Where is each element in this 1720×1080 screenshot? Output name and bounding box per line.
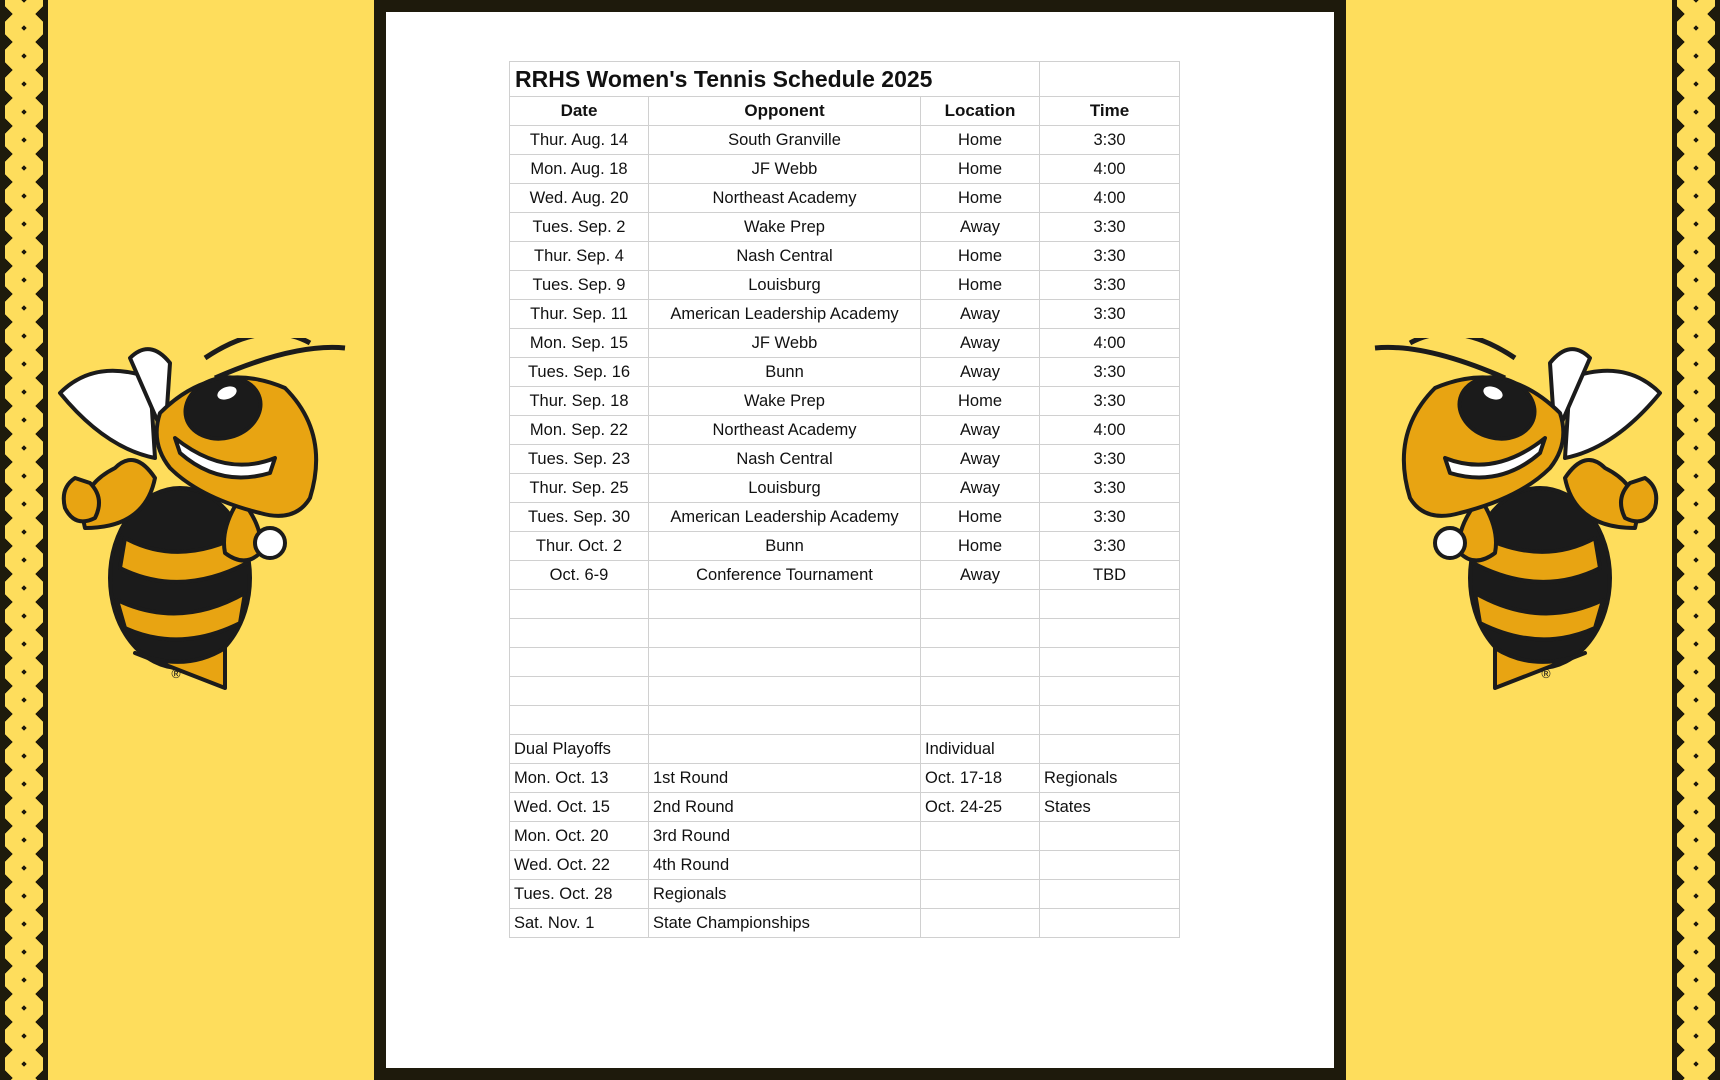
game-opponent: JF Webb — [649, 329, 921, 358]
empty-cell — [1040, 590, 1180, 619]
game-date: Mon. Sep. 15 — [510, 329, 649, 358]
individual-event: States — [1040, 793, 1180, 822]
game-time: 3:30 — [1040, 532, 1180, 561]
empty-row — [510, 677, 1180, 706]
header-time: Time — [1040, 97, 1180, 126]
game-date: Tues. Sep. 9 — [510, 271, 649, 300]
playoff-round: 2nd Round — [649, 793, 921, 822]
game-opponent: Louisburg — [649, 474, 921, 503]
game-location: Home — [921, 503, 1040, 532]
playoff-row — [510, 909, 1180, 938]
game-row — [510, 445, 1180, 474]
game-location: Away — [921, 300, 1040, 329]
game-location: Home — [921, 271, 1040, 300]
game-date: Oct. 6-9 — [510, 561, 649, 590]
empty-cell — [1040, 648, 1180, 677]
empty-row — [510, 619, 1180, 648]
empty-cell — [510, 706, 649, 735]
game-date: Thur. Aug. 14 — [510, 126, 649, 155]
empty-cell — [649, 677, 921, 706]
playoff-row — [510, 793, 1180, 822]
game-time: 4:00 — [1040, 155, 1180, 184]
game-time: 3:30 — [1040, 474, 1180, 503]
empty-cell — [510, 648, 649, 677]
playoffs-label-row — [510, 735, 1180, 764]
empty-cell — [1040, 735, 1180, 764]
game-opponent: Nash Central — [649, 242, 921, 271]
empty-cell — [649, 648, 921, 677]
right-diamond-border — [1672, 0, 1720, 1080]
game-date: Tues. Sep. 30 — [510, 503, 649, 532]
schedule-title: RRHS Women's Tennis Schedule 2025 — [510, 62, 1040, 97]
game-row — [510, 387, 1180, 416]
header-date: Date — [510, 97, 649, 126]
game-row — [510, 300, 1180, 329]
empty-cell — [510, 619, 649, 648]
playoff-date: Wed. Oct. 22 — [510, 851, 649, 880]
svg-text:®: ® — [170, 667, 182, 681]
game-time: 4:00 — [1040, 184, 1180, 213]
title-row — [510, 62, 1180, 97]
playoff-row — [510, 851, 1180, 880]
game-time: 3:30 — [1040, 358, 1180, 387]
empty-cell — [921, 880, 1040, 909]
game-row — [510, 532, 1180, 561]
game-row — [510, 329, 1180, 358]
playoff-round: State Championships — [649, 909, 921, 938]
svg-text:®: ® — [1540, 667, 1552, 681]
game-time: 3:30 — [1040, 445, 1180, 474]
dual-playoffs-label: Dual Playoffs — [510, 735, 649, 764]
empty-cell — [921, 677, 1040, 706]
game-opponent: Bunn — [649, 532, 921, 561]
header-location: Location — [921, 97, 1040, 126]
empty-cell — [1040, 909, 1180, 938]
game-time: 3:30 — [1040, 503, 1180, 532]
playoff-date: Mon. Oct. 13 — [510, 764, 649, 793]
game-location: Away — [921, 329, 1040, 358]
game-opponent: Conference Tournament — [649, 561, 921, 590]
playoff-row — [510, 880, 1180, 909]
individual-event: Regionals — [1040, 764, 1180, 793]
game-opponent: Nash Central — [649, 445, 921, 474]
game-opponent: American Leadership Academy — [649, 503, 921, 532]
game-location: Away — [921, 358, 1040, 387]
individual-date: Oct. 17-18 — [921, 764, 1040, 793]
empty-cell — [649, 706, 921, 735]
game-row — [510, 271, 1180, 300]
empty-cell — [649, 735, 921, 764]
empty-cell — [921, 822, 1040, 851]
left-diamond-border — [0, 0, 48, 1080]
game-row — [510, 126, 1180, 155]
empty-cell — [921, 706, 1040, 735]
game-location: Away — [921, 416, 1040, 445]
game-opponent: Wake Prep — [649, 387, 921, 416]
playoff-date: Wed. Oct. 15 — [510, 793, 649, 822]
game-date: Tues. Sep. 16 — [510, 358, 649, 387]
empty-cell — [510, 590, 649, 619]
game-date: Tues. Sep. 2 — [510, 213, 649, 242]
game-opponent: Bunn — [649, 358, 921, 387]
game-opponent: JF Webb — [649, 155, 921, 184]
game-row — [510, 503, 1180, 532]
game-location: Home — [921, 155, 1040, 184]
empty-cell — [921, 648, 1040, 677]
empty-cell — [649, 590, 921, 619]
header-opponent: Opponent — [649, 97, 921, 126]
game-opponent: South Granville — [649, 126, 921, 155]
game-row — [510, 561, 1180, 590]
empty-cell — [921, 851, 1040, 880]
game-location: Home — [921, 126, 1040, 155]
empty-row — [510, 648, 1180, 677]
game-row — [510, 213, 1180, 242]
game-opponent: Louisburg — [649, 271, 921, 300]
playoff-date: Sat. Nov. 1 — [510, 909, 649, 938]
game-location: Home — [921, 184, 1040, 213]
game-row — [510, 474, 1180, 503]
game-row — [510, 358, 1180, 387]
empty-cell — [921, 909, 1040, 938]
game-location: Away — [921, 561, 1040, 590]
empty-cell — [1040, 619, 1180, 648]
empty-cell — [1040, 822, 1180, 851]
game-date: Mon. Sep. 22 — [510, 416, 649, 445]
playoff-row — [510, 822, 1180, 851]
playoff-round: 4th Round — [649, 851, 921, 880]
game-date: Thur. Sep. 11 — [510, 300, 649, 329]
playoff-date: Mon. Oct. 20 — [510, 822, 649, 851]
game-location: Away — [921, 474, 1040, 503]
game-row — [510, 184, 1180, 213]
game-date: Thur. Sep. 18 — [510, 387, 649, 416]
game-opponent: American Leadership Academy — [649, 300, 921, 329]
game-opponent: Wake Prep — [649, 213, 921, 242]
game-location: Away — [921, 213, 1040, 242]
empty-cell — [1040, 706, 1180, 735]
playoff-round: 3rd Round — [649, 822, 921, 851]
individual-label: Individual — [921, 735, 1040, 764]
empty-cell — [1040, 880, 1180, 909]
game-time: 4:00 — [1040, 329, 1180, 358]
playoff-round: 1st Round — [649, 764, 921, 793]
game-date: Mon. Aug. 18 — [510, 155, 649, 184]
game-row — [510, 416, 1180, 445]
game-row — [510, 155, 1180, 184]
individual-date: Oct. 24-25 — [921, 793, 1040, 822]
game-opponent: Northeast Academy — [649, 416, 921, 445]
game-time: 3:30 — [1040, 300, 1180, 329]
empty-cell — [649, 619, 921, 648]
game-time: 3:30 — [1040, 387, 1180, 416]
yellow-jacket-mascot-right — [1355, 338, 1665, 694]
game-time: 3:30 — [1040, 213, 1180, 242]
playoff-round: Regionals — [649, 880, 921, 909]
game-time: 3:30 — [1040, 242, 1180, 271]
playoff-date: Tues. Oct. 28 — [510, 880, 649, 909]
game-location: Home — [921, 532, 1040, 561]
game-location: Away — [921, 445, 1040, 474]
game-location: Home — [921, 387, 1040, 416]
game-time: 4:00 — [1040, 416, 1180, 445]
empty-cell — [921, 590, 1040, 619]
game-time: TBD — [1040, 561, 1180, 590]
game-time: 3:30 — [1040, 126, 1180, 155]
empty-cell — [1040, 677, 1180, 706]
game-date: Tues. Sep. 23 — [510, 445, 649, 474]
game-date: Thur. Sep. 4 — [510, 242, 649, 271]
game-opponent: Northeast Academy — [649, 184, 921, 213]
empty-cell — [1040, 851, 1180, 880]
empty-row — [510, 706, 1180, 735]
game-date: Wed. Aug. 20 — [510, 184, 649, 213]
game-date: Thur. Sep. 25 — [510, 474, 649, 503]
game-date: Thur. Oct. 2 — [510, 532, 649, 561]
schedule-table — [509, 61, 1180, 938]
empty-cell — [510, 677, 649, 706]
header-row — [510, 97, 1180, 126]
game-time: 3:30 — [1040, 271, 1180, 300]
playoff-row — [510, 764, 1180, 793]
empty-row — [510, 590, 1180, 619]
empty-cell — [921, 619, 1040, 648]
game-row — [510, 242, 1180, 271]
game-location: Home — [921, 242, 1040, 271]
yellow-jacket-mascot-left — [55, 338, 365, 694]
